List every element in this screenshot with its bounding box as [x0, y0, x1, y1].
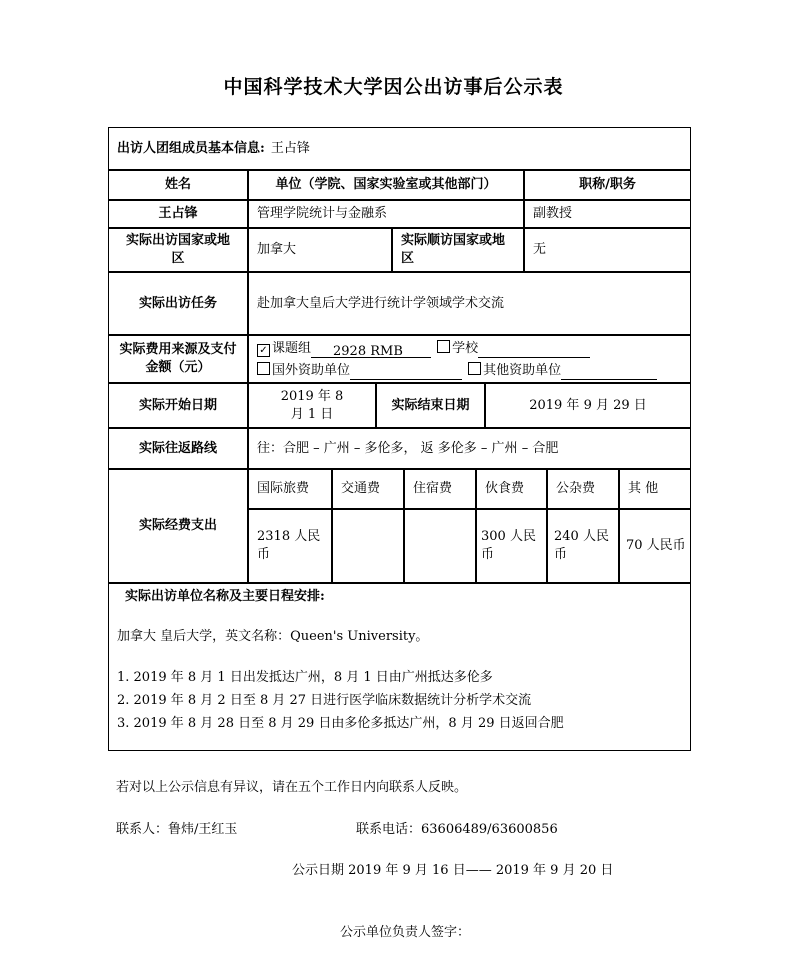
- group-amount: [311, 343, 431, 358]
- start-date-label: 实际开始日期: [108, 383, 248, 428]
- transit-country-value: 无: [524, 228, 691, 272]
- expense-value: 240 人民币: [547, 509, 619, 583]
- foreign-amount: [350, 364, 462, 380]
- objection-note: 若对以上公示信息有异议，请在五个工作日内向联系人反映。: [116, 780, 468, 795]
- signature-line: 公示单位负责人签字：: [340, 925, 471, 940]
- disclosure-form: [108, 127, 691, 751]
- route-label: 实际往返路线: [108, 428, 248, 469]
- group-checkbox: ✓: [257, 344, 270, 357]
- publicity-period: 公示日期 2019 年 9 月 16 日—— 2019 年 9 月 20 日: [292, 863, 614, 878]
- group-label: 课题组: [272, 341, 312, 356]
- schedule-section: [108, 583, 691, 751]
- expense-value: 70 人民币: [619, 509, 691, 583]
- transit-country-label: 实际顺访国家或地区: [392, 228, 524, 272]
- header-name: 姓名: [108, 170, 248, 200]
- contact-phone: 联系电话：63606489/63600856: [356, 822, 558, 837]
- school-amount: [478, 342, 590, 358]
- funding-label: 实际费用来源及支付金额（元）: [108, 335, 248, 383]
- expenses-label: 实际经费支出: [108, 469, 248, 583]
- funding-sources: [248, 335, 691, 383]
- foreign-checkbox: [257, 362, 270, 375]
- expense-header: 国际旅费: [248, 469, 332, 509]
- task-value: 赴加拿大皇后大学进行统计学领域学术交流: [248, 272, 691, 335]
- end-date-label: 实际结束日期: [376, 383, 485, 428]
- other-checkbox: [468, 362, 481, 375]
- member-info-value: 王占锋: [270, 140, 310, 156]
- actual-country-value: 加拿大: [248, 228, 392, 272]
- member-title: 副教授: [524, 200, 691, 228]
- schedule-item: 1. 2019 年 8 月 1 日出发抵达广州，8 月 1 日由广州抵达多伦多: [117, 670, 493, 685]
- expense-value: [404, 509, 476, 583]
- member-name: 王占锋: [108, 200, 248, 228]
- actual-country-label: 实际出访国家或地区: [108, 228, 248, 272]
- schedule-item: 3. 2019 年 8 月 28 日至 8 月 29 日由多伦多抵达广州，8 月 29 日返回合肥: [117, 716, 564, 731]
- group-amount-value: 2928 RMB: [333, 344, 403, 359]
- expense-header: 公杂费: [547, 469, 619, 509]
- expense-value: 2318 人民币: [248, 509, 332, 583]
- expense-header: 其 他: [619, 469, 691, 509]
- start-date-value: 2019 年 8 月 1 日: [248, 383, 376, 428]
- school-checkbox: [437, 340, 450, 353]
- contact-person: 联系人：鲁炜/王红玉: [116, 822, 238, 837]
- funding-line-1: [257, 340, 690, 358]
- expense-value: [332, 509, 404, 583]
- other-label: 其他资助单位: [483, 363, 562, 378]
- header-unit: 单位（学院、国家实验室或其他部门）: [248, 170, 524, 200]
- school-label: 学校: [452, 341, 479, 356]
- page-title: 中国科学技术大学因公出访事后公示表: [223, 76, 564, 98]
- expense-value: 300 人民币: [476, 509, 547, 583]
- member-unit: 管理学院统计与金融系: [248, 200, 524, 228]
- member-info-row: [108, 127, 691, 170]
- route-value: 往：合肥 – 广州 – 多伦多， 返 多伦多 – 广州 – 合肥: [248, 428, 691, 469]
- schedule-label: 实际出访单位名称及主要日程安排:: [125, 589, 325, 604]
- header-title: 职称/职务: [524, 170, 691, 200]
- expense-header: 伙食费: [476, 469, 547, 509]
- end-date-value: 2019 年 9 月 29 日: [485, 383, 691, 428]
- funding-line-2: [257, 362, 690, 380]
- schedule-item: 2. 2019 年 8 月 2 日至 8 月 27 日进行医学临床数据统计分析学术交流: [117, 693, 532, 708]
- expense-header: 住宿费: [404, 469, 476, 509]
- task-label: 实际出访任务: [108, 272, 248, 335]
- schedule-org: 加拿大 皇后大学，英文名称：Queen's University。: [117, 629, 429, 644]
- expense-header: 交通费: [332, 469, 404, 509]
- other-amount: [561, 364, 657, 380]
- member-info-label: 出访人团组成员基本信息:: [117, 140, 265, 156]
- foreign-label: 国外资助单位: [272, 363, 351, 378]
